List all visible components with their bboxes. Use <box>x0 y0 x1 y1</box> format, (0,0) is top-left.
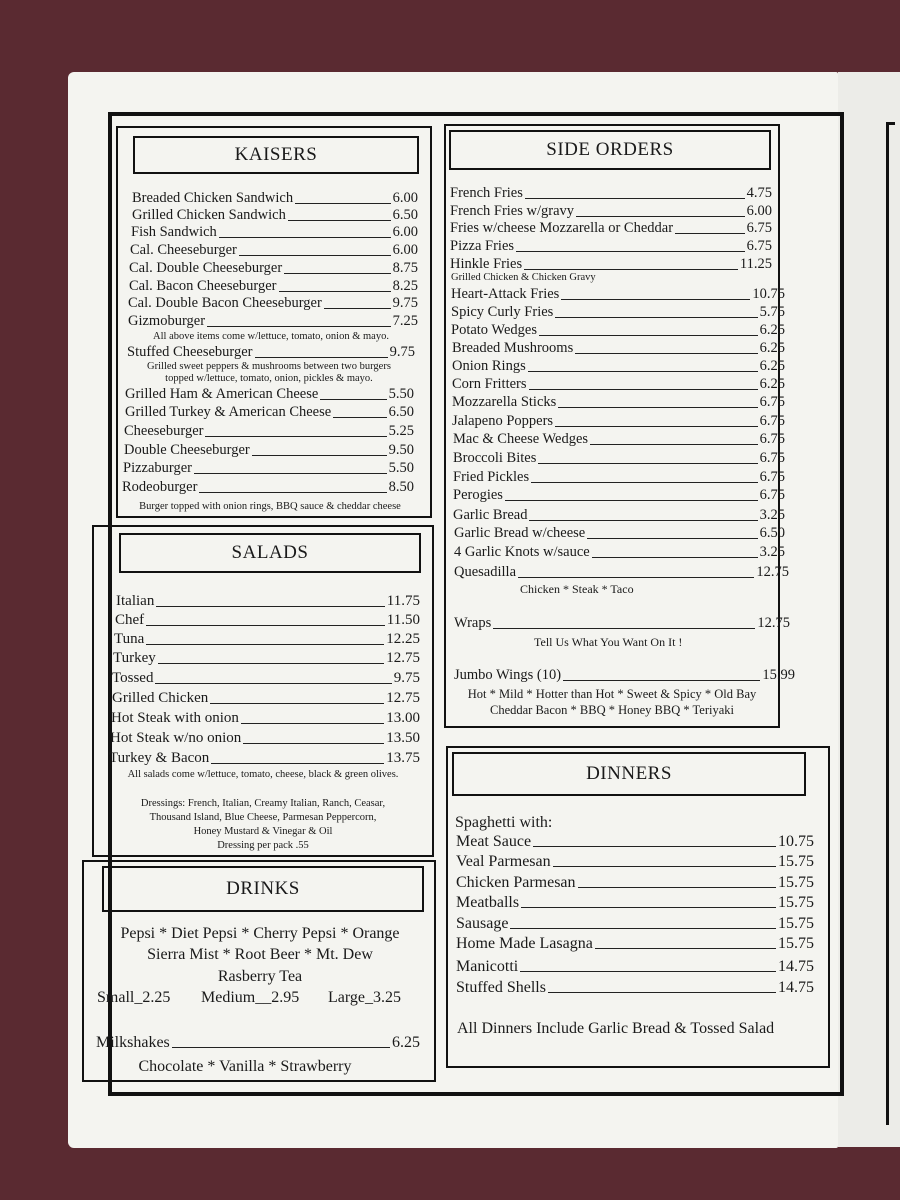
item-price: 6.75 <box>759 469 785 485</box>
item-price: 6.75 <box>759 487 785 503</box>
leader-line <box>505 500 758 501</box>
salad-item <box>116 593 420 610</box>
item-name: Gizmoburger <box>128 313 206 329</box>
item-name: Onion Rings <box>452 358 526 374</box>
side-order-item <box>450 185 772 202</box>
item-price: 5.75 <box>759 304 785 320</box>
item-price: 15.75 <box>778 935 814 952</box>
item-name: Broccoli Bites <box>453 450 537 466</box>
side-order-item <box>452 394 785 411</box>
side-order-item <box>452 358 785 375</box>
kaisers-item <box>128 295 418 312</box>
leader-line <box>241 723 384 724</box>
item-name: 4 Garlic Knots w/sauce <box>454 544 590 560</box>
leader-line <box>539 335 758 336</box>
salad-item <box>113 650 420 667</box>
kaisers-note: All above items come w/lettuce, tomato, onion & mayo. <box>153 331 389 342</box>
item-price: 11.75 <box>386 593 420 609</box>
item-price: 11.50 <box>386 612 420 628</box>
leader-line <box>558 407 757 408</box>
item-price: 5.25 <box>388 423 414 439</box>
item-price: 10.75 <box>752 286 785 302</box>
side-orders-title: SIDE ORDERS <box>449 130 771 170</box>
leader-line <box>555 317 757 318</box>
item-name: Cal. Double Cheeseburger <box>129 260 283 276</box>
leader-line <box>295 203 391 204</box>
wraps-row <box>454 615 790 632</box>
kaisers-item <box>131 224 418 241</box>
leader-line <box>324 308 391 309</box>
item-name: Tuna <box>114 631 145 647</box>
kaisers-item <box>125 404 414 421</box>
salad-item <box>115 612 420 629</box>
item-name: Stuffed Cheeseburger <box>127 344 253 360</box>
drinks-line-3: Rasberry Tea <box>217 968 303 985</box>
salad-item <box>110 730 420 747</box>
item-price: 6.25 <box>759 340 785 356</box>
item-price: 13.50 <box>386 730 420 746</box>
wings-row <box>454 667 795 684</box>
item-name: Home Made Lasagna <box>456 935 593 952</box>
leader-line <box>288 220 391 221</box>
kaisers-item <box>122 479 414 496</box>
item-price: 14.75 <box>778 979 814 996</box>
dinner-item <box>456 915 814 932</box>
leader-line <box>548 992 776 993</box>
salad-item <box>109 750 420 767</box>
kaisers-item <box>130 242 418 259</box>
dinner-item <box>456 979 814 996</box>
side-order-item <box>450 238 772 255</box>
dressings-line-1: Dressings: French, Italian, Creamy Italian, Ranch, Ceasar, <box>140 798 386 809</box>
item-name: Garlic Bread w/cheese <box>454 525 586 541</box>
leader-line <box>320 399 386 400</box>
kaisers-item <box>123 460 414 477</box>
drinks-small: Small_2.25 <box>97 989 171 1006</box>
leader-line <box>521 907 776 908</box>
side-order-item <box>450 256 772 273</box>
item-name: Meat Sauce <box>456 833 532 850</box>
leader-line <box>575 353 757 354</box>
item-price: 6.25 <box>759 376 785 392</box>
leader-line <box>555 426 758 427</box>
side-order-item <box>452 413 785 430</box>
leader-line <box>194 473 387 474</box>
item-price: 8.25 <box>392 278 418 294</box>
side-order-item <box>453 450 785 467</box>
item-name: Italian <box>116 593 155 609</box>
salad-item <box>112 670 420 687</box>
item-name: Sausage <box>456 915 509 932</box>
leader-line <box>592 557 758 558</box>
milkshakes-row <box>96 1034 420 1051</box>
leader-line <box>578 887 776 888</box>
kaisers-item <box>129 260 418 277</box>
salads-title: SALADS <box>119 533 421 573</box>
item-price: 6.75 <box>746 220 772 236</box>
item-price: 3.25 <box>759 507 785 523</box>
kaisers-item <box>132 190 418 207</box>
side-order-item <box>453 431 785 448</box>
item-name: Turkey <box>113 650 156 666</box>
item-price: 9.75 <box>389 344 415 360</box>
kaisers-item <box>128 313 418 330</box>
leader-line <box>525 198 745 199</box>
drinks-title: DRINKS <box>102 866 424 912</box>
leader-line <box>284 273 390 274</box>
milkshakes-price: 6.25 <box>392 1034 420 1051</box>
item-name: Turkey & Bacon <box>109 750 210 766</box>
item-name: Hot Steak w/no onion <box>110 730 242 746</box>
leader-line <box>538 463 757 464</box>
item-name: Cal. Cheeseburger <box>130 242 237 258</box>
dinners-footer: All Dinners Include Garlic Bread & Tossed Salad <box>457 1020 775 1037</box>
item-price: 9.75 <box>393 670 420 686</box>
item-price: 3.25 <box>759 544 785 560</box>
wraps-price: 12.75 <box>757 615 790 631</box>
item-name: Fries w/cheese Mozzarella or Cheddar <box>450 220 674 236</box>
item-name: Corn Fritters <box>452 376 527 392</box>
item-price: 6.00 <box>392 242 418 258</box>
item-name: Fish Sandwich <box>131 224 217 240</box>
dinner-item <box>456 894 814 911</box>
item-price: 6.75 <box>746 238 772 254</box>
leader-line <box>155 683 391 684</box>
item-name: Garlic Bread <box>453 507 528 523</box>
dinners-title: DINNERS <box>452 752 806 796</box>
leader-line <box>590 444 758 445</box>
item-price: 12.75 <box>386 690 420 706</box>
wings-name: Jumbo Wings (10) <box>454 667 562 683</box>
item-price: 6.75 <box>759 394 785 410</box>
leader-line <box>255 357 388 358</box>
item-name: Rodeoburger <box>122 479 198 495</box>
item-price: 12.75 <box>756 564 789 580</box>
item-price: 9.50 <box>388 442 414 458</box>
leader-line <box>524 269 738 270</box>
item-name: Chef <box>115 612 145 628</box>
leader-line <box>333 417 386 418</box>
leader-line <box>205 436 386 437</box>
salad-item <box>112 690 420 707</box>
leader-line <box>533 846 776 847</box>
item-name: Double Cheeseburger <box>124 442 250 458</box>
item-price: 6.75 <box>759 431 785 447</box>
item-name: Grilled Turkey & American Cheese <box>125 404 332 420</box>
side-order-item <box>453 487 785 504</box>
item-name: Perogies <box>453 487 503 503</box>
side-order-item <box>452 340 785 357</box>
item-name: Cheeseburger <box>124 423 204 439</box>
item-name: Meatballs <box>456 894 520 911</box>
salad-item <box>111 710 420 727</box>
wings-flavors-2: Cheddar Bacon * BBQ * Honey BBQ * Teriyaki <box>489 703 734 717</box>
leader-line <box>211 763 384 764</box>
side-order-item <box>450 203 772 220</box>
item-price: 6.50 <box>392 207 418 223</box>
item-name: Mozzarella Sticks <box>452 394 557 410</box>
kaisers-item <box>125 386 414 403</box>
leader-line <box>531 482 758 483</box>
leader-line <box>279 291 391 292</box>
item-name: Cal. Double Bacon Cheeseburger <box>128 295 322 311</box>
leader-line <box>510 928 776 929</box>
item-name: Breaded Mushrooms <box>452 340 574 356</box>
item-name: Tossed <box>112 670 154 686</box>
leader-line <box>210 703 384 704</box>
leader-line <box>199 492 386 493</box>
item-name: Veal Parmesan <box>456 853 551 870</box>
item-name: Potato Wedges <box>451 322 537 338</box>
drinks-medium: Medium__2.95 <box>201 989 300 1006</box>
leader-line <box>146 625 385 626</box>
side-order-item <box>454 544 785 561</box>
salads-note: All salads come w/lettuce, tomato, cheese, black & green olives. <box>127 769 399 780</box>
wings-price: 15.99 <box>762 667 795 683</box>
quesadilla-note: Chicken * Steak * Taco <box>520 582 634 596</box>
side-order-item <box>453 469 785 486</box>
item-price: 6.25 <box>759 358 785 374</box>
side-order-item <box>451 286 785 303</box>
kaisers-item <box>127 344 415 361</box>
item-name: Hot Steak with onion <box>111 710 239 726</box>
item-price: 13.00 <box>386 710 420 726</box>
drinks-line-1: Pepsi * Diet Pepsi * Cherry Pepsi * Orange <box>120 925 400 942</box>
kaisers-item <box>129 278 418 295</box>
item-price: 6.00 <box>746 203 772 219</box>
wraps-name: Wraps <box>454 615 492 631</box>
dressings-line-2: Thousand Island, Blue Cheese, Parmesan Peppercorn, <box>149 812 377 823</box>
drinks-large: Large_3.25 <box>328 989 402 1006</box>
dressings-line-3: Honey Mustard & Vinegar & Oil <box>193 826 333 837</box>
item-price: 10.75 <box>778 833 814 850</box>
leader-line <box>595 948 776 949</box>
leader-line <box>576 216 745 217</box>
item-price: 6.75 <box>759 450 785 466</box>
hinkle-note: Grilled Chicken & Chicken Gravy <box>451 272 596 283</box>
dinner-item <box>456 935 814 952</box>
item-price: 7.25 <box>392 313 418 329</box>
item-price: 15.75 <box>778 853 814 870</box>
dinner-item <box>456 853 814 870</box>
item-price: 12.25 <box>386 631 420 647</box>
side-order-item <box>450 220 772 237</box>
item-price: 13.75 <box>386 750 420 766</box>
next-page-edge <box>838 72 900 1147</box>
item-price: 6.75 <box>759 413 785 429</box>
leader-line <box>158 663 384 664</box>
item-name: Cal. Bacon Cheeseburger <box>129 278 277 294</box>
item-name: Manicotti <box>456 958 519 975</box>
leader-line <box>252 455 387 456</box>
item-price: 5.50 <box>388 460 414 476</box>
item-price: 8.75 <box>392 260 418 276</box>
side-order-item <box>454 564 789 581</box>
leader-line <box>561 299 750 300</box>
item-name: French Fries <box>450 185 523 201</box>
item-name: Chicken Parmesan <box>456 874 576 891</box>
item-name: French Fries w/gravy <box>450 203 575 219</box>
item-price: 6.50 <box>759 525 785 541</box>
item-price: 4.75 <box>746 185 772 201</box>
side-order-item <box>454 525 785 542</box>
kaisers-item <box>132 207 418 224</box>
leader-line <box>516 251 745 252</box>
side-order-item <box>451 304 785 321</box>
dinner-item <box>456 958 814 975</box>
item-name: Grilled Ham & American Cheese <box>125 386 319 402</box>
leader-line <box>518 577 754 578</box>
dinners-intro: Spaghetti with: <box>455 814 553 831</box>
item-name: Fried Pickles <box>453 469 530 485</box>
salad-item <box>114 631 420 648</box>
item-name: Grilled Chicken Sandwich <box>132 207 286 223</box>
dinner-item <box>456 833 814 850</box>
side-order-item <box>451 322 785 339</box>
leader-line <box>528 371 758 372</box>
item-price: 6.50 <box>388 404 414 420</box>
leader-line <box>239 255 391 256</box>
item-price: 11.25 <box>739 256 772 272</box>
item-price: 6.00 <box>392 190 418 206</box>
item-name: Grilled Chicken <box>112 690 209 706</box>
item-name: Breaded Chicken Sandwich <box>132 190 294 206</box>
item-name: Pizzaburger <box>123 460 192 476</box>
milkshake-flavors: Chocolate * Vanilla * Strawberry <box>138 1058 352 1075</box>
dressing-price: Dressing per pack .55 <box>217 840 309 851</box>
wings-flavors-1: Hot * Mild * Hotter than Hot * Sweet & Spicy * Old Bay <box>467 687 757 701</box>
item-price: 14.75 <box>778 958 814 975</box>
item-name: Hinkle Fries <box>450 256 523 272</box>
kaisers-item <box>124 442 414 459</box>
item-price: 15.75 <box>778 874 814 891</box>
item-name: Quesadilla <box>454 564 517 580</box>
item-price: 12.75 <box>386 650 420 666</box>
item-price: 6.00 <box>392 224 418 240</box>
leader-line <box>207 326 391 327</box>
item-price: 9.75 <box>392 295 418 311</box>
side-order-item <box>452 376 785 393</box>
item-price: 5.50 <box>388 386 414 402</box>
leader-line <box>675 233 745 234</box>
item-name: Heart-Attack Fries <box>451 286 560 302</box>
kaisers-footer-note: Burger topped with onion rings, BBQ sauce & cheddar cheese <box>139 501 401 512</box>
item-price: 15.75 <box>778 894 814 911</box>
item-name: Spicy Curly Fries <box>451 304 554 320</box>
dinner-item <box>456 874 814 891</box>
milkshakes-name: Milkshakes <box>96 1034 170 1051</box>
leader-line <box>553 866 776 867</box>
leader-line <box>529 520 757 521</box>
wraps-note: Tell Us What You Want On It ! <box>534 635 683 649</box>
leader-line <box>529 389 758 390</box>
item-name: Jalapeno Poppers <box>452 413 554 429</box>
item-price: 6.25 <box>759 322 785 338</box>
leader-line <box>520 971 776 972</box>
leader-line <box>219 237 391 238</box>
stuffed-note-1: Grilled sweet peppers & mushrooms between two burgers <box>147 361 391 372</box>
item-name: Stuffed Shells <box>456 979 546 996</box>
item-name: Mac & Cheese Wedges <box>453 431 589 447</box>
leader-line <box>243 743 384 744</box>
leader-line <box>587 538 757 539</box>
leader-line <box>146 644 384 645</box>
kaisers-title: KAISERS <box>133 136 419 174</box>
kaisers-item <box>124 423 414 440</box>
item-name: Pizza Fries <box>450 238 515 254</box>
side-order-item <box>453 507 785 524</box>
item-price: 15.75 <box>778 915 814 932</box>
stuffed-note-2: topped w/lettuce, tomato, onion, pickles & mayo. <box>165 373 373 384</box>
drinks-line-2: Sierra Mist * Root Beer * Mt. Dew <box>147 946 373 963</box>
leader-line <box>156 606 384 607</box>
item-price: 8.50 <box>388 479 414 495</box>
